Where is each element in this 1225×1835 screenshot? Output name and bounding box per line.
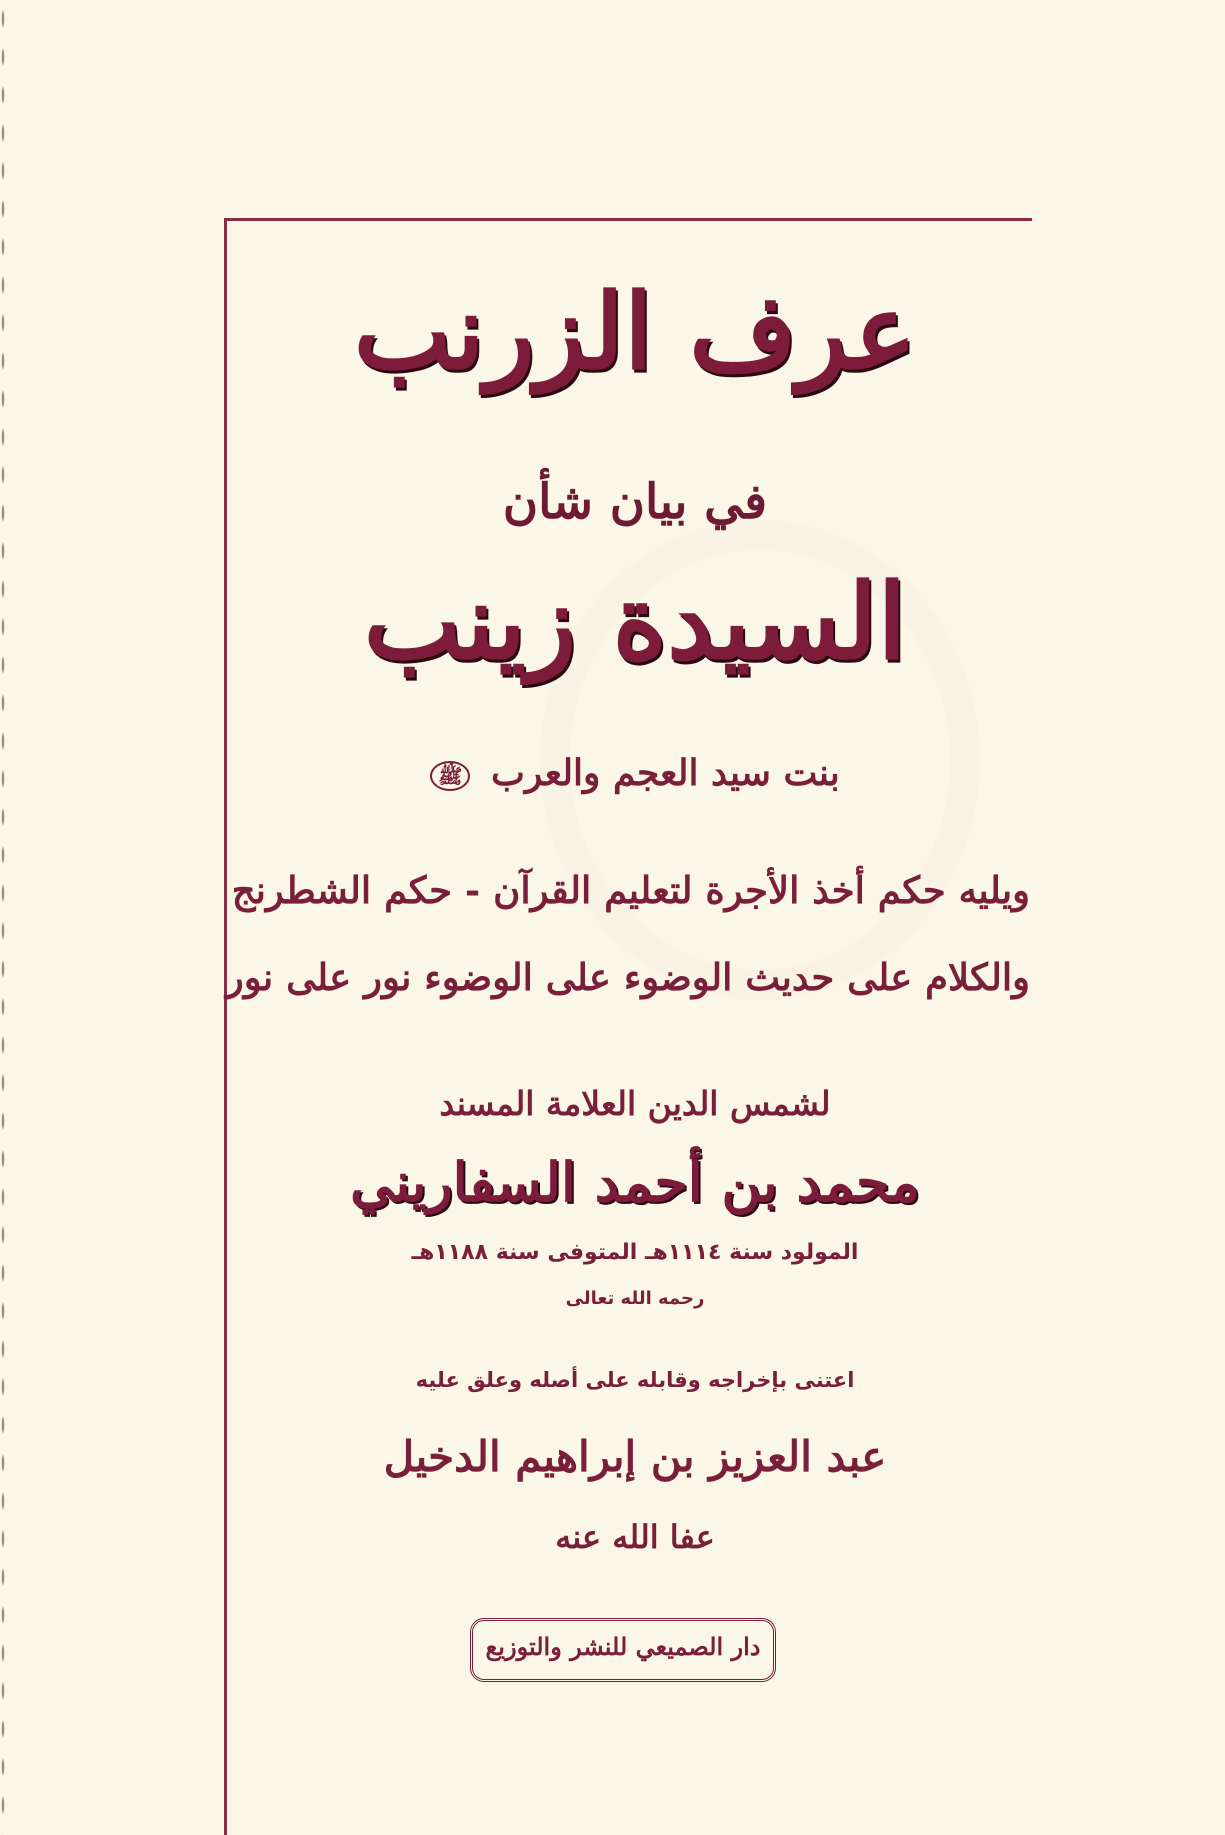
title-line-3: السيدة زينب [363, 560, 907, 683]
editor-prayer: عفا الله عنه [555, 1518, 715, 1556]
appendix-line-2: والكلام على حديث الوضوء على الوضوء نور على نور [225, 955, 1030, 999]
honorific-seal: ﷺ [430, 761, 470, 791]
subtitle: بنت سيد العجم والعرب [490, 752, 840, 794]
author-prayer: رحمه الله تعالى [565, 1288, 705, 1309]
publisher-logo: دار الصميعي للنشر والتوزيع [470, 1618, 776, 1682]
subtitle-line [240, 752, 1030, 794]
binding-edge [0, 0, 6, 1835]
appendix-line-1: ويليه حكم أخذ الأجرة لتعليم القرآن - حكم الشطرنج [231, 868, 1030, 912]
frame-top-rule [224, 218, 1032, 221]
author-prefix: لشمس الدين العلامة المسند [439, 1084, 831, 1123]
title-line-1: عرف الزرنب [353, 270, 917, 393]
frame-left-rule [224, 218, 227, 1835]
editor-credit: اعتنى بإخراجه وقابله على أصله وعلق عليه [415, 1368, 855, 1392]
author-name: محمد بن أحمد السفاريني [350, 1150, 920, 1214]
author-dates: المولود سنة ١١١٤هـ المتوفى سنة ١١٨٨هـ [411, 1240, 859, 1265]
title-line-2: في بيان شأن [502, 474, 768, 530]
editor-name: عبد العزيز بن إبراهيم الدخيل [383, 1432, 887, 1481]
